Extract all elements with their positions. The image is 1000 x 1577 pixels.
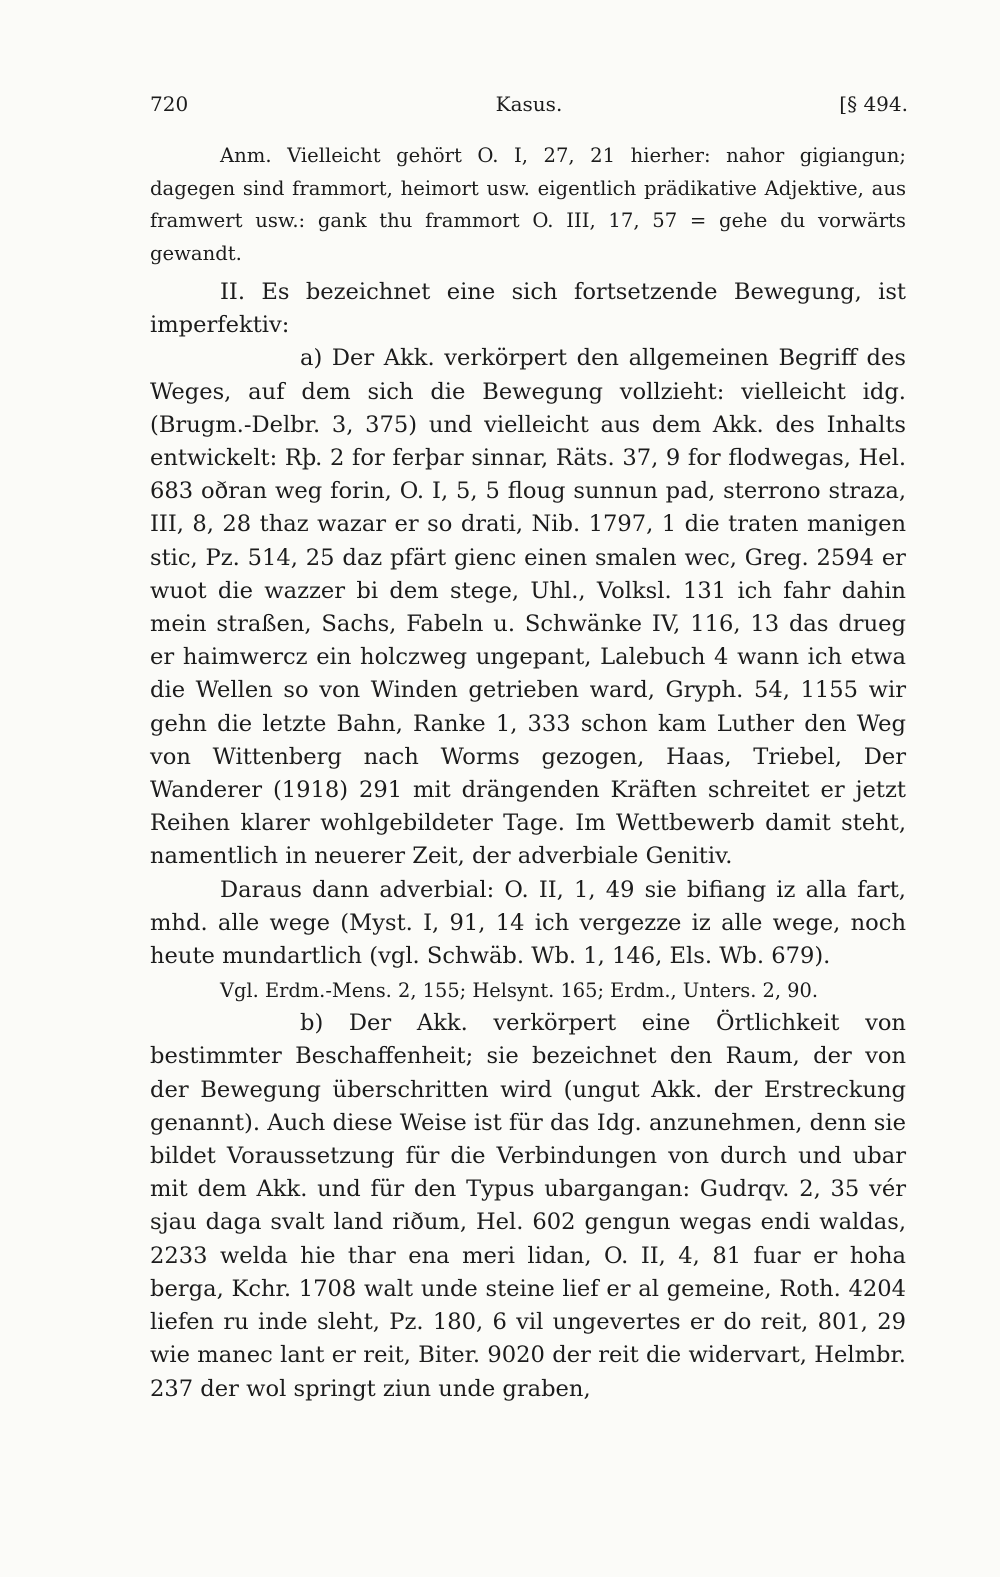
page-body bbox=[150, 140, 906, 1406]
running-header bbox=[150, 92, 908, 122]
page-number: 720 bbox=[150, 92, 189, 116]
literature-note: Vgl. Erdm.-Mens. 2, 155; Helsynt. 165; Erdm., Unters. 2, 90. bbox=[220, 979, 819, 1003]
adverbial-paragraph: Daraus dann adverbial: O. II, 1, 49 sie bifiang iz alla fart, mhd. alle wege (Myst. I, 91, 14 ich vergezze iz alle wege, noch heute mundartlich (vgl. Schwäb. Wb. 1, 146, Els. Wb. 679). bbox=[150, 876, 906, 970]
section-ii-heading: II. Es bezeichnet eine sich fortsetzende Bewegung, ist imperfektiv: bbox=[150, 279, 906, 339]
section-marker: [§ 494. bbox=[839, 92, 908, 116]
running-title: Kasus. bbox=[495, 92, 563, 116]
subsection-b-paragraph: b) Der Akk. verkörpert eine Örtlichkeit von bestimmter Beschaffenheit; sie bezeichnet den Raum, der von der Bewegung überschritten wird (ungut Akk. der Erstreckung genannt). Auch diese Weise ist für das Idg. anzunehmen, denn sie bildet Voraussetzung für die Verbindungen von durch und ubar mit dem Akk. und für den Typus ubargangan: Gudrqv. 2, 35 vér sjau daga svalt land riðum, Hel. 602 gengun wegas endi waldas, 2233 welda hie thar ena meri lidan, O. II, 4, 81 fuar er hoha berga, Kchr. 1708 walt unde steine lief er al gemeine, Roth. 4204 liefen ru inde sleht, Pz. 180, 6 vil ungevertes er do reit, 801, 29 wie manec lant er reit, Biter. 9020 der reit die widervart, Helmbr. 237 der wol springt ziun unde graben, bbox=[150, 1010, 906, 1402]
subsection-a-paragraph: a) Der Akk. verkörpert den allgemeinen Begriff des Weges, auf dem sich die Bewegung vollzieht: vielleicht idg. (Brugm.-Delbr. 3, 375) und vielleicht aus dem Akk. des Inhalts entwickelt: Rþ. 2 for ferþar sinnar, Räts. 37, 9 for flodwegas, Hel. 683 oðran weg forin, O. I, 5, 5 floug sunnun pad, sterrono straza, III, 8, 28 thaz wazar er so drati, Nib. 1797, 1 die traten manigen stic, Pz. 514, 25 daz pfärt gienc einen smalen wec, Greg. 2594 er wuot die wazzer bi dem stege, Uhl., Volksl. 131 ich fahr dahin mein straßen, Sachs, Fabeln u. Schwänke IV, 116, 13 das drueg er haimwercz ein holczweg ungepant, Lalebuch 4 wann ich etwa die Wellen so von Winden getrieben ward, Gryph. 54, 1155 wir gehn die letzte Bahn, Ranke 1, 333 schon kam Luther den Weg von Wittenberg nach Worms gezogen, Haas, Triebel, Der Wanderer (1918) 291 mit drängenden Kräften schreitet er jetzt Reihen klarer wohlgebildeter Tage. Im Wettbewerb damit steht, namentlich in neuerer Zeit, der adverbiale Genitiv. bbox=[150, 345, 906, 870]
anmerkung-paragraph: Anm. Vielleicht gehört O. I, 27, 21 hierher: nahor gigiangun; dagegen sind frammort, heimort usw. eigentlich prädikative Adjektive, aus framwert usw.: gank thu frammort O. III, 17, 57 = gehe du vorwärts gewandt. bbox=[150, 144, 906, 265]
